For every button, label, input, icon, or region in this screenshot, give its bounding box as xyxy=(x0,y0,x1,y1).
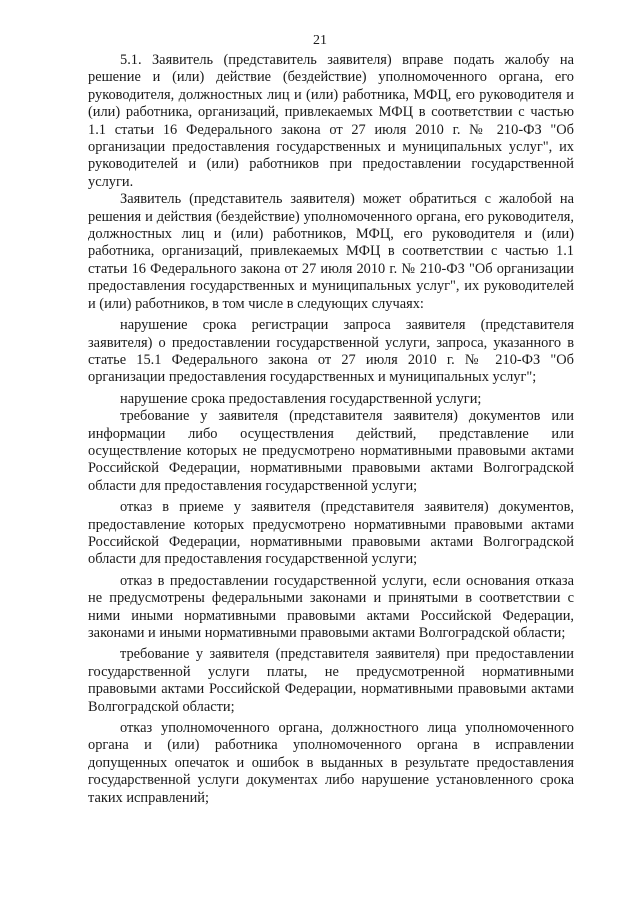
list-item-service-deadline: нарушение срока предоставления государственной услуги; xyxy=(120,390,482,407)
list-item-illegal-fee: требование у заявителя (представителя заявителя) при предоставлении государственной услуги платы, не предусмотренной нормативными правовыми актами Российской Федерации, нормативными правовыми актами Волгоградской области; xyxy=(88,646,574,715)
list-item-correction-refusal: отказ уполномоченного органа, должностного лица уполномоченного органа и (или) работника уполномоченного органа в исправлении допущенных опечаток и ошибок в выданных в результате предоставления государственной услуги документах либо нарушение установленного срока таких исправлений; xyxy=(88,720,574,806)
list-item-document-refusal: отказ в приеме у заявителя (представителя заявителя) документов, предоставление которых предусмотрено нормативными правовыми актами Российской Федерации, нормативными правовыми актами Волгоградской области для предоставления государственной услуги; xyxy=(88,499,574,568)
page-number: 21 xyxy=(313,33,327,48)
list-item-excess-documents: требование у заявителя (представителя заявителя) документов или информации либо осуществления действий, представление или осуществление которых не предусмотрено нормативными правовыми актами Российской Федерации, нормативными правовыми актами Волгоградской области для предоставления государственной услуги; xyxy=(88,408,574,494)
list-item-registration-deadline: нарушение срока регистрации запроса заявителя (представителя заявителя) о предоставлении государственной услуги, запроса, указанного в статье 15.1 Федерального закона от 27 июля 2010 г. № 210-ФЗ "Об организации предоставления государственных и муниципальных услуг"; xyxy=(88,317,574,386)
document-body xyxy=(88,52,574,807)
list-item-service-refusal: отказ в предоставлении государственной услуги, если основания отказа не предусмотрены федеральными законами и принятыми в соответствии с ними иными нормативными правовыми актами Российской Федерации, законами и иными нормативными правовыми актами Волгоградской области; xyxy=(88,572,574,641)
paragraph-appeal-cases: Заявитель (представитель заявителя) может обратиться с жалобой на решения и действия (бездействие) уполномоченного органа, его руководителя, должностных лиц и (или) работников, МФЦ, его руководителя и (или) работника, организаций, привлекаемых МФЦ в соответствии с частью 1.1 статьи 16 Федерального закона от 27 июля 2010 г. № 210-ФЗ "Об организации предоставления государственных и муниципальных услуг", их руководителей и (или) работников, в том числе в следующих случаях: xyxy=(88,191,574,312)
paragraph-appeal-right: 5.1. Заявитель (представитель заявителя) вправе подать жалобу на решение и (или) действие (бездействие) уполномоченного органа, его руководителя, должностных лиц и (или) работника, МФЦ, его руководителя и (или) работника, организаций, привлекаемых МФЦ в соответствии с частью 1.1 статьи 16 Федерального закона от 27 июля 2010 г. № 210-ФЗ "Об организации предоставления государственных и муниципальных услуг", их руководителей и (или) работников при предоставлении государственной услуги. xyxy=(88,52,574,190)
